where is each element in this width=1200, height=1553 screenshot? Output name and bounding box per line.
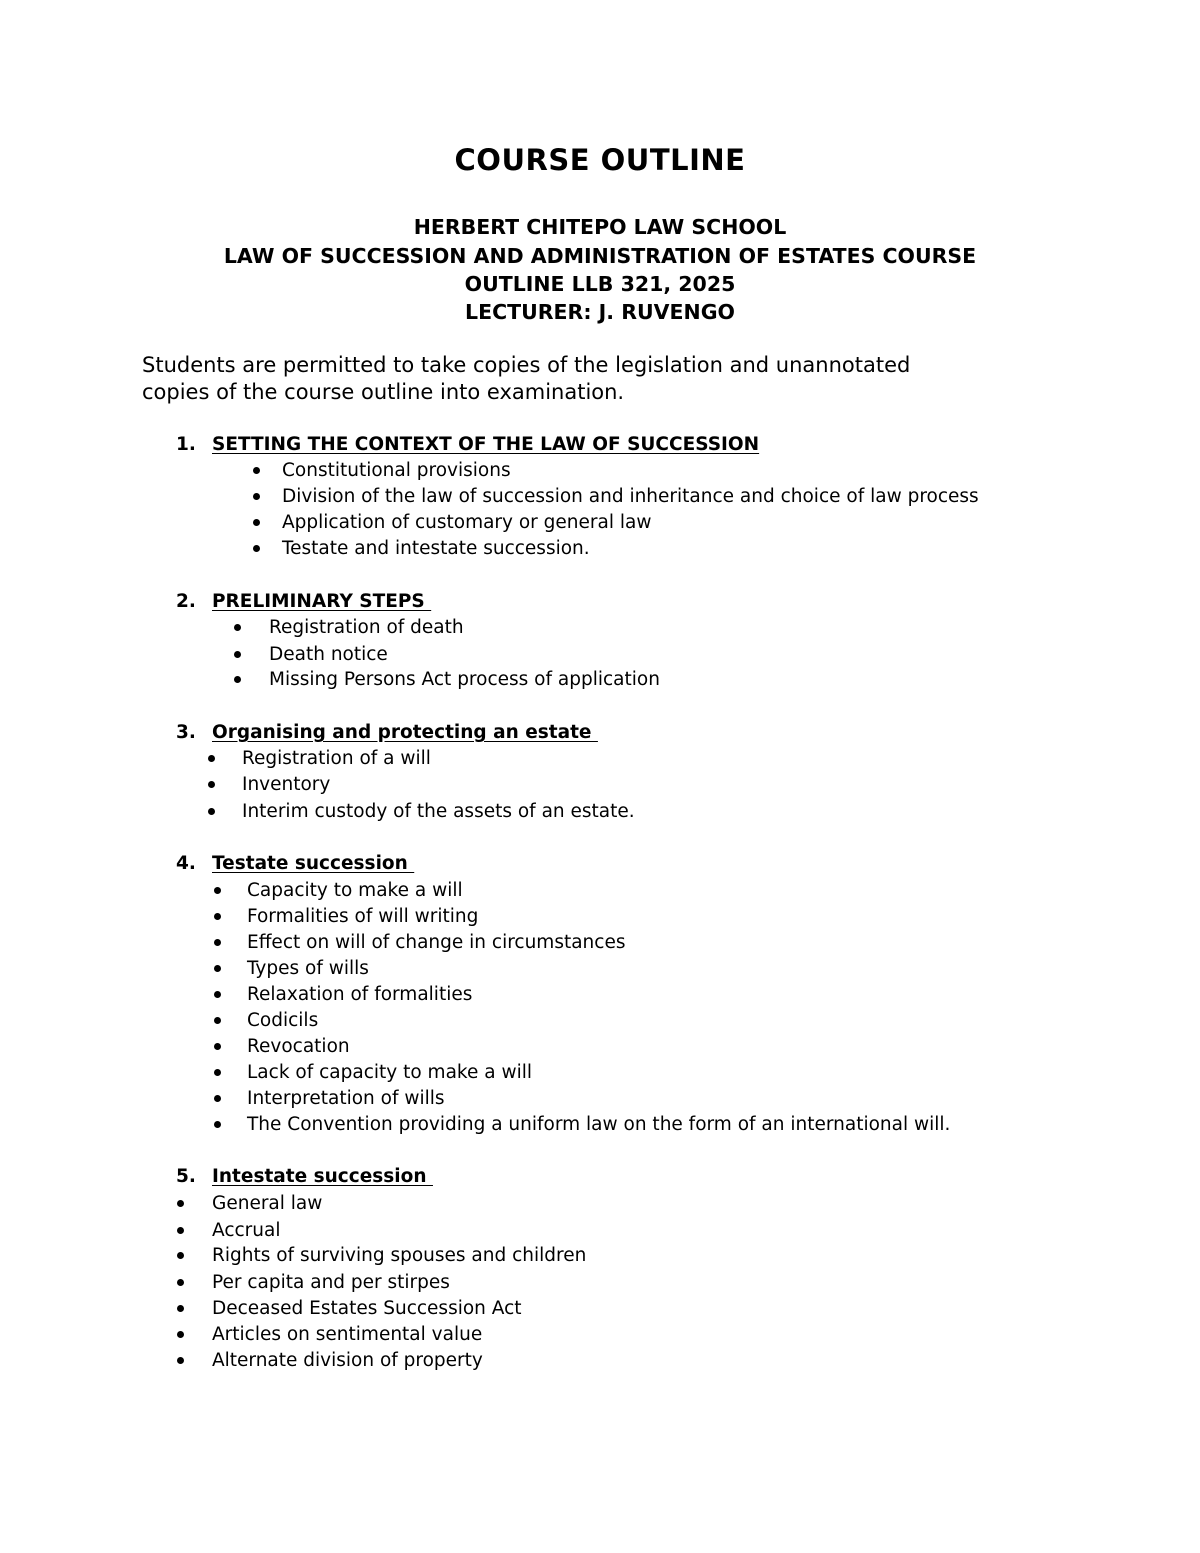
list-item: Types of wills bbox=[247, 958, 369, 979]
section-number: 5. bbox=[176, 1166, 196, 1187]
lecturer-line: LECTURER: J. RUVENGO bbox=[465, 300, 735, 324]
bullet-icon bbox=[177, 1357, 184, 1364]
bullet-icon bbox=[177, 1279, 184, 1286]
section-number: 3. bbox=[176, 722, 196, 743]
list-item: Interpretation of wills bbox=[247, 1088, 445, 1109]
list-item: The Convention providing a uniform law on the form of an international will. bbox=[247, 1114, 951, 1135]
list-item: Per capita and per stirpes bbox=[212, 1272, 450, 1293]
section-title: Organising and protecting an estate bbox=[212, 722, 598, 743]
section-title: Intestate succession bbox=[212, 1166, 433, 1187]
document-title: COURSE OUTLINE bbox=[454, 143, 746, 177]
bullet-icon bbox=[214, 965, 221, 972]
section-number: 1. bbox=[176, 434, 196, 455]
course-title-line2: OUTLINE LLB 321, 2025 bbox=[464, 272, 736, 296]
list-item: Alternate division of property bbox=[212, 1350, 483, 1371]
exam-permission-note bbox=[142, 352, 1062, 406]
bullet-icon bbox=[214, 1095, 221, 1102]
section-title: SETTING THE CONTEXT OF THE LAW OF SUCCESSION bbox=[212, 434, 760, 455]
section-number: 4. bbox=[176, 853, 196, 874]
section-number: 2. bbox=[176, 591, 196, 612]
list-item: Relaxation of formalities bbox=[247, 984, 473, 1005]
list-item: General law bbox=[212, 1193, 323, 1214]
bullet-icon bbox=[177, 1200, 184, 1207]
bullet-icon bbox=[234, 676, 241, 683]
list-item: Effect on will of change in circumstances bbox=[247, 932, 626, 953]
list-item: Division of the law of succession and inheritance and choice of law process bbox=[282, 486, 979, 507]
bullet-icon bbox=[177, 1252, 184, 1259]
bullet-icon bbox=[208, 808, 215, 815]
bullet-icon bbox=[253, 519, 260, 526]
bullet-icon bbox=[253, 467, 260, 474]
list-item: Registration of death bbox=[269, 617, 464, 638]
bullet-icon bbox=[214, 1121, 221, 1128]
list-item: Registration of a will bbox=[242, 748, 431, 769]
bullet-icon bbox=[214, 939, 221, 946]
bullet-icon bbox=[208, 755, 215, 762]
list-item: Lack of capacity to make a will bbox=[247, 1062, 532, 1083]
bullet-icon bbox=[214, 913, 221, 920]
bullet-icon bbox=[214, 887, 221, 894]
list-item: Accrual bbox=[212, 1220, 281, 1241]
list-item: Deceased Estates Succession Act bbox=[212, 1298, 522, 1319]
course-title-line1: LAW OF SUCCESSION AND ADMINISTRATION OF ESTATES COURSE bbox=[223, 244, 977, 268]
list-item: Inventory bbox=[242, 774, 331, 795]
bullet-icon bbox=[177, 1305, 184, 1312]
list-item: Capacity to make a will bbox=[247, 880, 463, 901]
list-item: Application of customary or general law bbox=[282, 512, 652, 533]
list-item: Death notice bbox=[269, 644, 388, 665]
bullet-icon bbox=[214, 1017, 221, 1024]
bullet-icon bbox=[177, 1227, 184, 1234]
bullet-icon bbox=[234, 651, 241, 658]
list-item: Rights of surviving spouses and children bbox=[212, 1245, 587, 1266]
intro-line-2: copies of the course outline into examination. bbox=[142, 380, 625, 404]
list-item: Codicils bbox=[247, 1010, 319, 1031]
bullet-icon bbox=[253, 493, 260, 500]
list-item: Missing Persons Act process of application bbox=[269, 669, 660, 690]
bullet-icon bbox=[253, 545, 260, 552]
list-item: Revocation bbox=[247, 1036, 350, 1057]
list-item: Interim custody of the assets of an estate. bbox=[242, 801, 635, 822]
bullet-icon bbox=[208, 781, 215, 788]
bullet-icon bbox=[177, 1331, 184, 1338]
list-item: Testate and intestate succession. bbox=[282, 538, 590, 559]
bullet-icon bbox=[234, 624, 241, 631]
section-title: PRELIMINARY STEPS bbox=[212, 591, 432, 612]
list-item: Constitutional provisions bbox=[282, 460, 511, 481]
school-name: HERBERT CHITEPO LAW SCHOOL bbox=[413, 215, 787, 239]
intro-line-1: Students are permitted to take copies of the legislation and unannotated bbox=[142, 353, 911, 377]
list-item: Articles on sentimental value bbox=[212, 1324, 483, 1345]
bullet-icon bbox=[214, 1043, 221, 1050]
bullet-icon bbox=[214, 1069, 221, 1076]
list-item: Formalities of will writing bbox=[247, 906, 479, 927]
section-title: Testate succession bbox=[212, 853, 415, 874]
bullet-icon bbox=[214, 991, 221, 998]
